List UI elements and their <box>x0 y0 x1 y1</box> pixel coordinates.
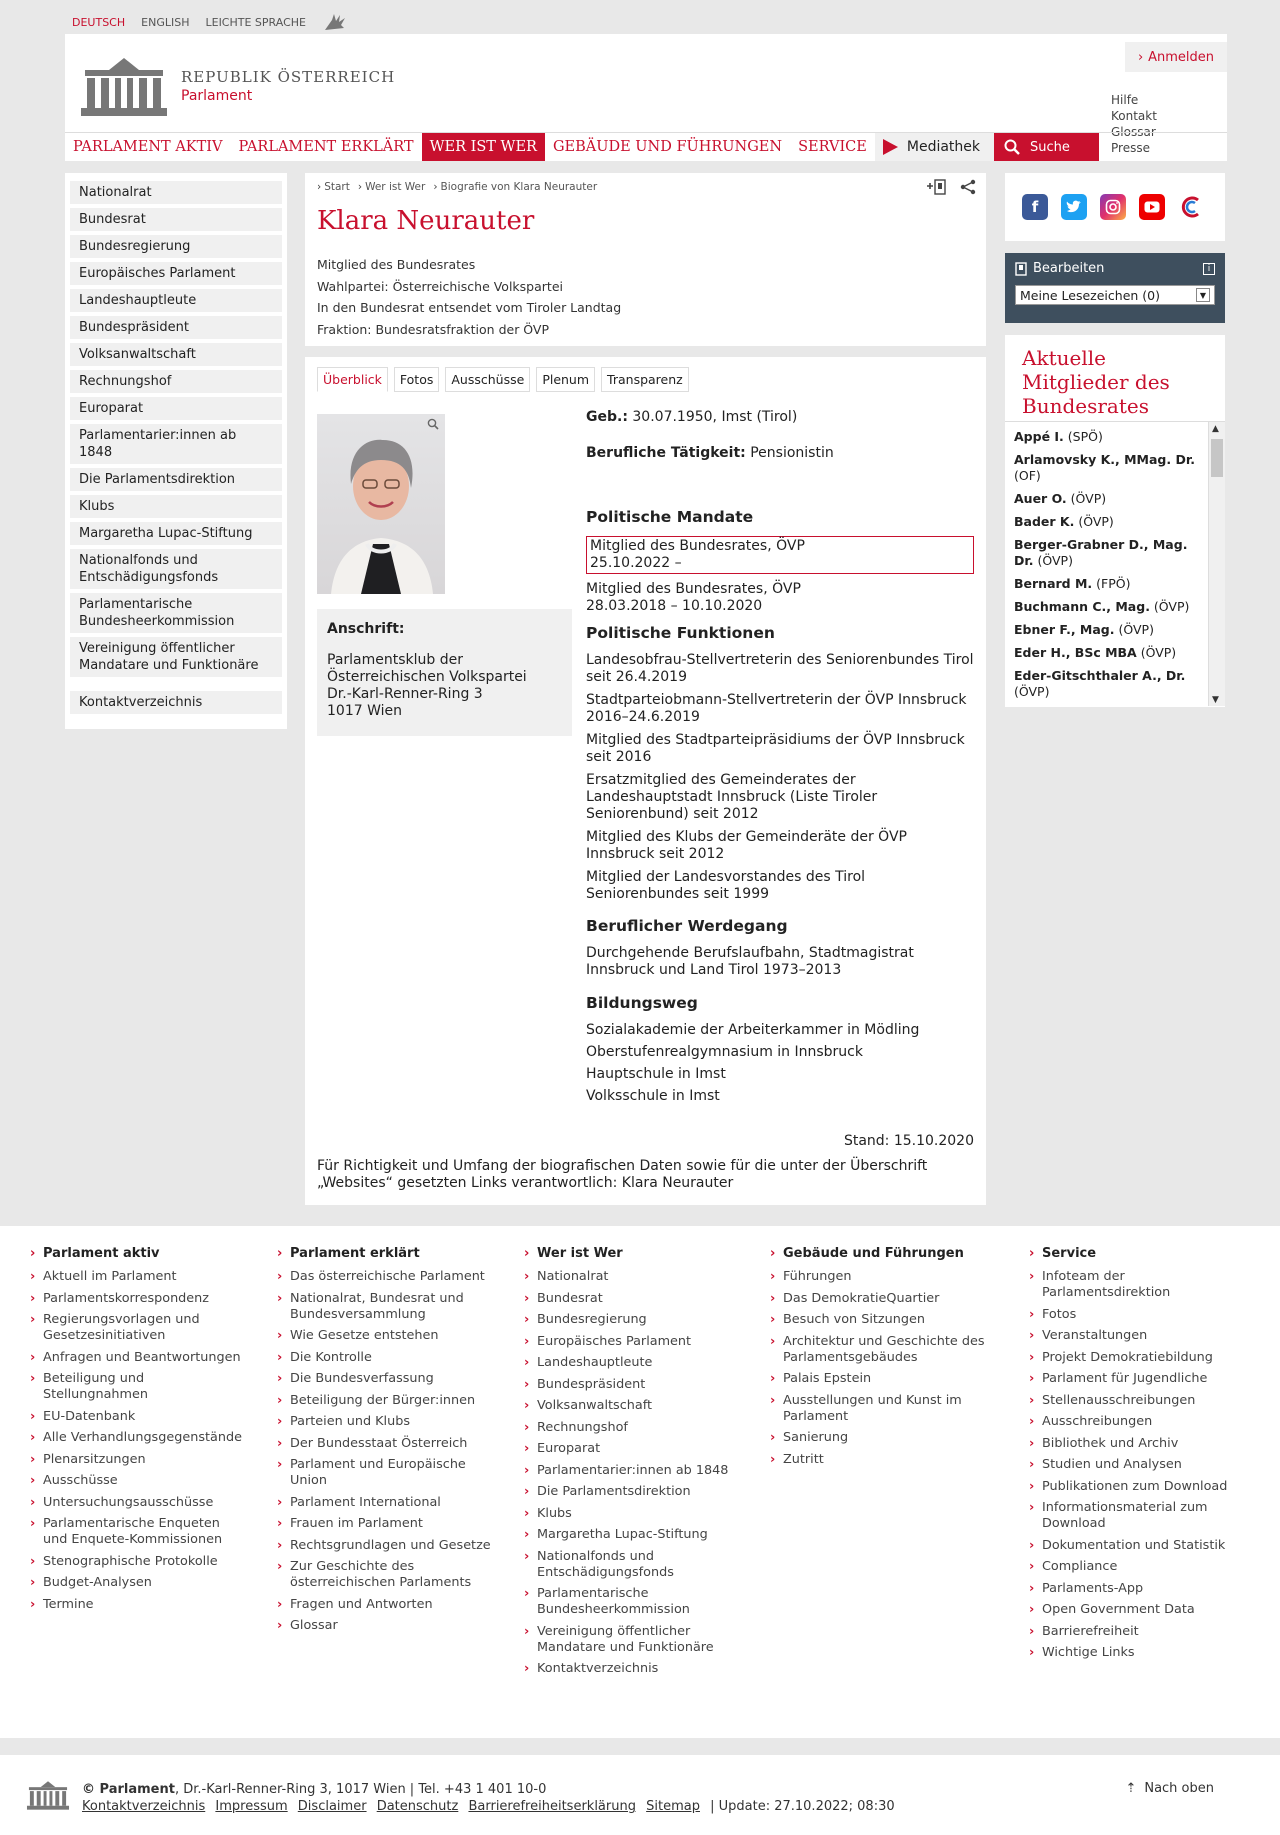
footer-link[interactable]: › Fragen und Antworten <box>290 1597 495 1613</box>
function-entry: Ersatzmitglied des Gemeinderates der Landeshauptstadt Innsbruck (Liste Tiroler Seniorenbund) seit 2012 <box>586 772 878 822</box>
member-link[interactable]: Arlamovsky K., MMag. Dr. (OF) <box>1014 452 1195 483</box>
footer-link[interactable]: › Dokumentation und Statistik <box>1042 1538 1247 1554</box>
footer-link[interactable]: › Nationalrat <box>537 1269 742 1285</box>
education-entry: Oberstufenrealgymnasium in Innsbruck <box>586 1044 863 1060</box>
footer-link[interactable]: › Frauen im Parlament <box>290 1516 495 1532</box>
footer-link-impressum[interactable]: Impressum <box>215 1799 288 1814</box>
breadcrumb-current: › Biografie von Klara Neurauter <box>433 181 597 193</box>
sidebar-item-landeshauptleute[interactable]: Landeshauptleute <box>70 289 282 312</box>
address-label: Anschrift: <box>327 621 405 637</box>
education-entry: Volksschule in Imst <box>586 1088 720 1104</box>
footer-link[interactable]: › Zur Geschichte des österreichischen Parlaments <box>290 1559 495 1591</box>
tab-ueberblick[interactable]: Überblick <box>317 367 388 392</box>
footer-link[interactable]: › EU-Datenbank <box>43 1409 248 1425</box>
footer-heading[interactable]: › Wer ist Wer <box>537 1246 742 1261</box>
footer-link-sitemap[interactable]: Sitemap <box>646 1799 700 1814</box>
logo-title: REPUBLIK ÖSTERREICH <box>181 68 396 86</box>
function-entry: Mitglied des Stadtparteipräsidiums der ÖVP Innsbruck seit 2016 <box>586 732 965 765</box>
footer-link[interactable]: › Europäisches Parlament <box>537 1334 742 1350</box>
bookmark-icon <box>1015 262 1027 276</box>
breadcrumb-start[interactable]: › Start <box>317 181 350 193</box>
site-header <box>65 34 1227 161</box>
footer-column <box>43 1246 248 1618</box>
sidebar-item-klubs[interactable]: Klubs <box>70 495 282 518</box>
sidebar-item-parlamentsdirektion[interactable]: Die Parlamentsdirektion <box>70 468 282 491</box>
lang-en-link[interactable]: ENGLISH <box>141 15 190 29</box>
footer-link[interactable]: › Das österreichische Parlament <box>290 1269 495 1285</box>
footer-link[interactable]: › Kontaktverzeichnis <box>537 1661 742 1677</box>
footer-link[interactable]: › Bundesrat <box>537 1291 742 1307</box>
footer-link[interactable]: › Europarat <box>537 1441 742 1457</box>
footer-link[interactable]: › Margaretha Lupac-Stiftung <box>537 1527 742 1543</box>
biography-details <box>586 409 976 1110</box>
profile-summary <box>317 254 621 340</box>
footer-link[interactable]: › Parlament und Europäische Union <box>290 1457 495 1489</box>
summary-line: Wahlpartei: Österreichische Volkspartei <box>317 278 563 294</box>
footer-heading[interactable]: › Service <box>1042 1246 1247 1261</box>
education-entry: Hauptschule in Imst <box>586 1066 726 1082</box>
footer-link-datenschutz[interactable]: Datenschutz <box>376 1799 459 1814</box>
arrow-up-icon: ⇡ <box>1125 1781 1137 1796</box>
login-button[interactable]: › Anmelden <box>1125 42 1227 72</box>
footer-link[interactable]: › Vereinigung öffentlicher Mandatare und Funktionäre <box>537 1624 742 1656</box>
section-heading-mandate: Politische Mandate <box>586 508 754 526</box>
sidebar-item-vereinigung[interactable]: Vereinigung öffentlicher Mandatare und Funktionäre <box>70 637 282 677</box>
footer-link[interactable]: › Führungen <box>783 1269 988 1285</box>
tab-fotos[interactable]: Fotos <box>394 367 439 392</box>
responsibility-note: Für Richtigkeit und Umfang der biografischen Daten sowie für die unter der Überschrift „Websites“ gesetzten Links verantwortlich: Klara Neurauter <box>317 1158 928 1191</box>
play-icon <box>881 138 899 156</box>
sidebar-item-rechnungshof[interactable]: Rechnungshof <box>70 370 282 393</box>
sidebar-item-bundesheerkommission[interactable]: Parlamentarische Bundesheerkommission <box>70 593 282 633</box>
breadcrumb <box>317 181 597 193</box>
copyright-block <box>82 1781 895 1815</box>
profile-body-card <box>305 357 986 1205</box>
nav-wer-ist-wer[interactable]: WER IST WER <box>422 133 545 161</box>
scroll-up-icon[interactable]: ▲ <box>1212 424 1219 434</box>
footer-link[interactable]: › Bibliothek und Archiv <box>1042 1436 1247 1452</box>
mandate-entry-current: Mitglied des Bundesrates, ÖVP 25.10.2022 – <box>586 536 974 574</box>
podcast-icon[interactable] <box>1178 194 1204 220</box>
sidebar-item-eu-parlament[interactable]: Europäisches Parlament <box>70 262 282 285</box>
util-link-presse[interactable]: Presse <box>1111 141 1150 155</box>
portrait-photo[interactable] <box>317 414 445 594</box>
footer-link[interactable]: › Sanierung <box>783 1430 988 1446</box>
career-entry: Durchgehende Berufslaufbahn, Stadtmagistrat Innsbruck und Land Tirol 1973–2013 <box>586 945 914 978</box>
member-link[interactable]: Auer O. (ÖVP) <box>1014 491 1107 506</box>
youtube-icon[interactable] <box>1139 194 1165 220</box>
address-line: Parlamentsklub der Österreichischen Volkspartei <box>327 652 527 685</box>
footer-link[interactable]: › Studien und Analysen <box>1042 1457 1247 1473</box>
sidebar-item-kontaktverzeichnis[interactable]: Kontaktverzeichnis <box>70 691 282 714</box>
tab-ausschuesse[interactable]: Ausschüsse <box>445 367 530 392</box>
footer-link[interactable]: › Open Government Data <box>1042 1602 1247 1618</box>
twitter-icon[interactable] <box>1061 194 1087 220</box>
scrollbar-thumb[interactable] <box>1211 439 1223 477</box>
footer-link[interactable]: › Ausschreibungen <box>1042 1414 1247 1430</box>
footer-link[interactable]: › Plenarsitzungen <box>43 1452 248 1468</box>
footer-link[interactable]: › Alle Verhandlungsgegenstände <box>43 1430 248 1446</box>
footer-column <box>537 1246 742 1683</box>
sidebar-item-bundesrat[interactable]: Bundesrat <box>70 208 282 231</box>
member-link[interactable]: Eder-Gitschthaler A., Dr. (ÖVP) <box>1014 668 1186 699</box>
function-entry: Landesobfrau-Stellvertreterin des Seniorenbundes Tirol seit 26.4.2019 <box>586 652 974 685</box>
footer-link[interactable]: › Zutritt <box>783 1452 988 1468</box>
sidebar-item-parlamentarier[interactable]: Parlamentarier:innen ab 1848 <box>70 424 282 464</box>
summary-line: Fraktion: Bundesratsfraktion der ÖVP <box>317 321 550 337</box>
footer-column <box>1042 1246 1247 1667</box>
footer-link[interactable]: › Parlamentarische Bundesheerkommission <box>537 1586 742 1618</box>
footer-heading[interactable]: › Gebäude und Führungen <box>783 1246 988 1261</box>
footer-link[interactable]: › Stellenausschreibungen <box>1042 1393 1247 1409</box>
occupation-info: Berufliche Tätigkeit: Pensionistin <box>586 445 834 461</box>
footer-link[interactable]: › Aktuell im Parlament <box>43 1269 248 1285</box>
footer-link[interactable]: › Infoteam der Parlamentsdirektion <box>1042 1269 1247 1301</box>
util-link-hilfe[interactable]: Hilfe <box>1111 93 1139 107</box>
member-link[interactable]: Eder H., BSc MBA (ÖVP) <box>1014 645 1177 660</box>
breadcrumb-wer-ist-wer[interactable]: › Wer ist Wer <box>358 181 425 193</box>
footer-link[interactable]: › Regierungsvorlagen und Gesetzesinitiativen <box>43 1312 248 1344</box>
footer-link-barrierefreiheit[interactable]: Barrierefreiheitserklärung <box>468 1799 636 1814</box>
section-heading-bildung: Bildungsweg <box>586 994 698 1012</box>
bottom-bar <box>0 1755 1280 1835</box>
last-updated: Stand: 15.10.2020 <box>843 1133 974 1149</box>
footer-link[interactable]: › Termine <box>43 1597 248 1613</box>
footer-column <box>290 1246 495 1640</box>
address-line: Dr.-Karl-Renner-Ring 3 <box>327 686 483 702</box>
function-entry: Stadtparteiobmann-Stellvertreterin der ÖVP Innsbruck 2016–24.6.2019 <box>586 692 967 725</box>
current-members-panel <box>1005 335 1225 707</box>
parliament-logo-icon <box>79 54 169 118</box>
sign-language-icon[interactable] <box>322 12 348 32</box>
footer-link[interactable]: › Beteiligung und Stellungnahmen <box>43 1371 248 1403</box>
nav-gebaeude-fuehrungen[interactable]: GEBÄUDE UND FÜHRUNGEN <box>552 139 783 155</box>
footer-link[interactable]: › Publikationen zum Download <box>1042 1479 1247 1495</box>
copyright-label: © Parlament <box>82 1782 175 1797</box>
footer-link[interactable]: › Glossar <box>290 1618 495 1634</box>
zoom-icon[interactable] <box>427 418 439 433</box>
footer-link[interactable]: › Beteiligung der Bürger:innen <box>290 1393 495 1409</box>
footer-link[interactable]: › Wichtige Links <box>1042 1645 1247 1661</box>
footer-link[interactable]: › Bundespräsident <box>537 1377 742 1393</box>
footer-link[interactable]: › Wie Gesetze entstehen <box>290 1328 495 1344</box>
bookmarks-select[interactable]: Meine Lesezeichen (0) ▼ <box>1015 285 1215 305</box>
member-link[interactable]: Buchmann C., Mag. (ÖVP) <box>1014 599 1190 614</box>
footer-link[interactable]: › Budget-Analysen <box>43 1575 248 1591</box>
scroll-down-icon[interactable]: ▼ <box>1212 695 1219 705</box>
language-bar <box>72 12 348 32</box>
footer-link[interactable]: › Der Bundesstaat Österreich <box>290 1436 495 1452</box>
footer-link[interactable]: › Parlament für Jugendliche <box>1042 1371 1247 1387</box>
header-tools <box>926 179 976 195</box>
address-line: 1017 Wien <box>327 703 402 719</box>
footer-link[interactable]: › Anfragen und Beantwortungen <box>43 1350 248 1366</box>
sidebar-item-nationalrat[interactable]: Nationalrat <box>70 181 282 204</box>
site-footer <box>0 1226 1280 1738</box>
footer-link[interactable]: › Die Parlamentsdirektion <box>537 1484 742 1500</box>
footer-link[interactable]: › Architektur und Geschichte des Parlamentsgebäudes <box>783 1334 988 1366</box>
lang-de-link[interactable]: DEUTSCH <box>72 15 126 29</box>
function-entry: Mitglied des Klubs der Gemeinderäte der ÖVP Innsbruck seit 2012 <box>586 829 907 862</box>
footer-link-kontaktverzeichnis[interactable]: Kontaktverzeichnis <box>82 1799 206 1814</box>
nav-service[interactable]: SERVICE <box>798 139 867 155</box>
section-heading-werdegang: Beruflicher Werdegang <box>586 917 788 935</box>
address-box <box>317 609 572 736</box>
footer-link[interactable]: › Fotos <box>1042 1307 1247 1323</box>
bookmarks-title[interactable]: Bearbeiten <box>1033 261 1105 276</box>
member-link[interactable]: Ebner F., Mag. (ÖVP) <box>1014 622 1154 637</box>
mediathek-button[interactable]: Mediathek <box>875 133 994 161</box>
nav-parlament-erklaert[interactable]: PARLAMENT ERKLÄRT <box>238 139 414 155</box>
footer-heading[interactable]: › Parlament aktiv <box>43 1246 248 1261</box>
chevron-right-icon: › <box>1137 49 1144 65</box>
page-title: Klara Neurauter <box>317 206 535 236</box>
main-nav <box>65 132 1227 161</box>
section-heading-funktionen: Politische Funktionen <box>586 624 775 642</box>
footer-link[interactable]: › Ausstellungen und Kunst im Parlament <box>783 1393 988 1425</box>
footer-link[interactable]: › Bundesregierung <box>537 1312 742 1328</box>
footer-link[interactable]: › Parlamentskorrespondenz <box>43 1291 248 1307</box>
social-links <box>1005 173 1225 241</box>
footer-link-disclaimer[interactable]: Disclaimer <box>297 1799 367 1814</box>
footer-link[interactable]: › Compliance <box>1042 1559 1247 1575</box>
parliament-logo-icon <box>26 1779 70 1811</box>
util-link-kontakt[interactable]: Kontakt <box>1111 109 1157 123</box>
search-icon <box>1004 139 1020 155</box>
footer-link[interactable]: › Nationalfonds und Entschädigungsfonds <box>537 1549 742 1581</box>
birth-info: Geb.: 30.07.1950, Imst (Tirol) <box>586 409 798 425</box>
facebook-icon[interactable]: f <box>1022 194 1048 220</box>
footer-link[interactable]: › Parlament International <box>290 1495 495 1511</box>
member-link[interactable]: Berger-Grabner D., Mag. Dr. (ÖVP) <box>1014 537 1188 568</box>
members-scrollbar[interactable] <box>1208 422 1225 706</box>
member-link[interactable]: Appé I. (SPÖ) <box>1014 429 1103 444</box>
add-bookmark-icon[interactable] <box>926 179 946 195</box>
instagram-icon[interactable] <box>1100 194 1126 220</box>
tab-transparenz[interactable]: Transparenz <box>601 367 689 392</box>
sidebar-item-volksanwaltschaft[interactable]: Volksanwaltschaft <box>70 343 282 366</box>
footer-link[interactable]: › Parlamentarier:innen ab 1848 <box>537 1463 742 1479</box>
footer-link[interactable]: › Veranstaltungen <box>1042 1328 1247 1344</box>
update-info: | Update: 27.10.2022; 08:30 <box>710 1799 895 1814</box>
sidebar-item-nationalfonds[interactable]: Nationalfonds und Entschädigungsfonds <box>70 549 282 589</box>
tab-plenum[interactable]: Plenum <box>536 367 595 392</box>
footer-link[interactable]: › Parlaments-App <box>1042 1581 1247 1597</box>
footer-link[interactable]: › Nationalrat, Bundesrat und Bundesversammlung <box>290 1291 495 1323</box>
footer-link[interactable]: › Palais Epstein <box>783 1371 988 1387</box>
footer-link[interactable]: › Parteien und Klubs <box>290 1414 495 1430</box>
footer-link[interactable]: › Informationsmaterial zum Download <box>1042 1500 1247 1532</box>
summary-line: Mitglied des Bundesrates <box>317 257 476 272</box>
member-link[interactable]: Bernard M. (FPÖ) <box>1014 576 1131 591</box>
portrait-image <box>317 414 445 594</box>
footer-link[interactable]: › Ausschüsse <box>43 1473 248 1489</box>
summary-line: In den Bundesrat entsendet vom Tiroler Landtag <box>317 300 622 315</box>
util-link-glossar[interactable]: Glossar <box>1111 125 1156 139</box>
footer-link[interactable]: › Projekt Demokratiebildung <box>1042 1350 1247 1366</box>
footer-link[interactable]: › Rechtsgrundlagen und Gesetze <box>290 1538 495 1554</box>
mandate-entry: Mitglied des Bundesrates, ÖVP 28.03.2018 – 10.10.2020 <box>586 581 801 614</box>
share-icon[interactable] <box>960 179 976 195</box>
lang-easy-link[interactable]: LEICHTE SPRACHE <box>205 15 306 29</box>
site-logo[interactable] <box>79 54 395 118</box>
sidebar-item-europarat[interactable]: Europarat <box>70 397 282 420</box>
dropdown-arrow-icon: ▼ <box>1196 288 1210 302</box>
footer-link[interactable]: › Rechnungshof <box>537 1420 742 1436</box>
footer-link[interactable]: › Die Bundesverfassung <box>290 1371 495 1387</box>
info-icon[interactable]: i <box>1203 263 1215 275</box>
profile-header-card <box>305 173 986 346</box>
footer-link[interactable]: › Das DemokratieQuartier <box>783 1291 988 1307</box>
footer-link[interactable]: › Stenographische Protokolle <box>43 1554 248 1570</box>
bookmarks-panel <box>1005 253 1225 323</box>
sidebar-item-bundesregierung[interactable]: Bundesregierung <box>70 235 282 258</box>
search-button[interactable]: Suche <box>994 133 1099 161</box>
nav-parlament-aktiv[interactable]: PARLAMENT AKTIV <box>73 139 223 155</box>
footer-link[interactable]: › Parlamentarische Enqueten und Enquete-Kommissionen <box>43 1516 248 1548</box>
footer-link[interactable]: › Klubs <box>537 1506 742 1522</box>
function-entry: Mitglied der Landesvorstandes des Tirol Seniorenbundes seit 1999 <box>586 869 866 902</box>
back-to-top-link[interactable]: ⇡ Nach oben <box>1125 1781 1214 1796</box>
profile-tabs <box>317 367 689 392</box>
footer-link[interactable]: › Die Kontrolle <box>290 1350 495 1366</box>
footer-heading[interactable]: › Parlament erklärt <box>290 1246 495 1261</box>
footer-column <box>783 1246 988 1473</box>
sidebar-item-bundespraesident[interactable]: Bundespräsident <box>70 316 282 339</box>
logo-subtitle: Parlament <box>181 88 253 104</box>
footer-link[interactable]: › Untersuchungsausschüsse <box>43 1495 248 1511</box>
members-list <box>1005 421 1225 706</box>
members-title: Aktuelle Mitglieder des Bundesrates <box>1022 346 1170 418</box>
footer-link[interactable]: › Landeshauptleute <box>537 1355 742 1371</box>
education-entry: Sozialakademie der Arbeiterkammer in Mödling <box>586 1022 920 1038</box>
footer-link[interactable]: › Volksanwaltschaft <box>537 1398 742 1414</box>
footer-link[interactable]: › Barrierefreiheit <box>1042 1624 1247 1640</box>
footer-link[interactable]: › Besuch von Sitzungen <box>783 1312 988 1328</box>
member-link[interactable]: Bader K. (ÖVP) <box>1014 514 1114 529</box>
sidebar-item-lupac-stiftung[interactable]: Margaretha Lupac-Stiftung <box>70 522 282 545</box>
contact-line: , Dr.-Karl-Renner-Ring 3, 1017 Wien | Tel. +43 1 401 10-0 <box>174 1782 547 1797</box>
section-sidebar <box>65 173 287 729</box>
